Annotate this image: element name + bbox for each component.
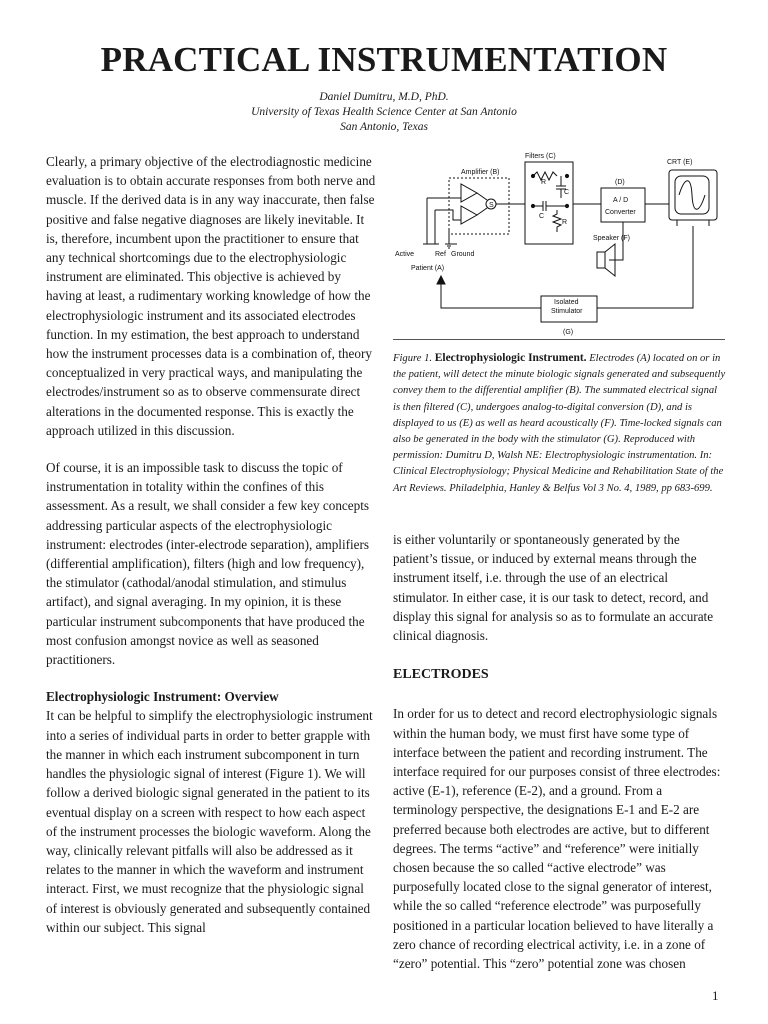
figure-label-ad: A / D bbox=[613, 197, 629, 204]
speaker bbox=[597, 252, 605, 268]
figure-label-isolated: Isolated bbox=[554, 299, 579, 306]
intro-paragraph: Clearly, a primary objective of the electrodiagnostic medicine evaluation is to obtain accurate responses from both nerve and muscle. If the derived data is in any way inaccurate, then false positive and false negative diagnoses are likely inevitable. It is, therefore, incumbent upon the practitioner to ensure that any technical shortcomings due to the electrophysiologic instrument are eliminated. This objective is achieved by having at least, a rudimentary working knowledge of how the electrophysiologic instrument and its associated electrodes function. In my estimation, the best approach to understand how the instrument processes data is a combination of, theory conceptualized in very practical ways, and manipulating the electrodes/instrument so as to observe commensurate direct alterations in the documented response. This is exactly the approach utilized in this discussion. bbox=[46, 154, 376, 438]
amplifier-triangle-top bbox=[461, 184, 477, 202]
figure-label-r2: R bbox=[562, 219, 568, 226]
page-number: 1 bbox=[712, 988, 719, 1003]
overview-paragraph: It can be helpful to simplify the electrophysiologic instrument into a series of individual parts in order to better grapple with the manner in which each instrument subcomponent in turn handles the physiologic signal of interest (Figure 1). We will follow a derived biologic signal generated in the patient to its eventual display on a screen with respect to how each aspect of the instrument processes the biologic waveform. Along the way, clinically relevant pitfalls will also be addressed as it relates to the manner in which the waveform and instrument interact. First, we must recognize that the physiologic signal of interest is obviously generated and subsequently contained within our subject. This signal bbox=[46, 708, 373, 935]
amplifier-triangle-bottom bbox=[461, 206, 477, 224]
figure-label-c: C bbox=[564, 189, 570, 196]
right-column bbox=[393, 530, 726, 973]
author: Daniel Dumitru, M.D, PhD. bbox=[319, 91, 449, 103]
figure-label-filters: Filters (C) bbox=[525, 153, 556, 160]
figure-label-patient: Patient (A) bbox=[411, 265, 445, 272]
figure-label-stimulator: Stimulator bbox=[551, 308, 583, 315]
figure-label-r: R bbox=[541, 179, 547, 186]
byline bbox=[0, 90, 768, 135]
left-column bbox=[46, 152, 376, 937]
page-title: PRACTICAL INSTRUMENTATION bbox=[100, 40, 668, 79]
overview-subheading: Electrophysiologic Instrument: Overview bbox=[46, 689, 279, 705]
figure-label-ground: Ground bbox=[451, 251, 475, 258]
figure-label-g: (G) bbox=[563, 329, 574, 336]
scope-paragraph: Of course, it is an impossible task to discuss the topic of instrumentation in totality within the confines of this assessment. As a result, we shall consider a few key concepts addressing particular aspects of the electrophysiologic instrument: electrodes (inter-electrode separation), amplifiers (differential amplification), filters (high and low frequency), the stimulator (cathodal/anodal stimulation, and stimulus artifact), and signal averaging. In my opinion, it is these particular instrument subcomponents that have produced the most confusion amongst novice as well as seasoned practitioners. bbox=[46, 460, 370, 668]
figure-label-converter: Converter bbox=[605, 209, 636, 216]
figure-label-s: S bbox=[489, 202, 494, 209]
caption-text: Electrodes (A) located on or in the patient, will detect the minute biologic signals generated and subsequently convey them to the differential amplifier (B). The summated electrical signal is then filtered (C), undergoes analog-to-digital conversion (D), and is displayed to us (E) as well as heard acoustically (F). Time-locked signals can also be generated in the body with the stimulator (G). Reproduced with permission: Dumitru D, Walsh NE: Electrophysiologic instrumentation. In: Clinical Electrophysiology; Physical Medicine and Rehabilitation State of the Art Reviews. Philadelphia, Hanley & Belfus Vol 3 No. 4, 1989, pp 683-699. bbox=[393, 353, 726, 494]
caption-title: Electrophysiologic Instrument. bbox=[434, 352, 587, 364]
figure-label-ref: Ref bbox=[435, 251, 446, 258]
figure-label-c2: C bbox=[539, 213, 545, 220]
affiliation: University of Texas Health Science Center at San Antonio bbox=[251, 106, 517, 118]
figure-label-d: (D) bbox=[615, 179, 625, 186]
figure-label-crt: CRT (E) bbox=[667, 159, 693, 166]
figure-label-speaker: Speaker (F) bbox=[593, 235, 630, 242]
amplifier-box bbox=[449, 178, 509, 234]
caption-label: Figure 1. bbox=[393, 353, 433, 364]
crt-box bbox=[669, 170, 717, 220]
figure-1-diagram bbox=[393, 148, 725, 340]
ad-converter-box bbox=[601, 188, 645, 222]
figure-divider bbox=[393, 339, 725, 340]
figure-caption bbox=[393, 350, 726, 497]
electrodes-heading: ELECTRODES bbox=[393, 667, 489, 683]
crt-waveform bbox=[679, 181, 705, 210]
location: San Antonio, Texas bbox=[340, 121, 428, 133]
signal-paragraph: is either voluntarily or spontaneously generated by the patient’s tissue, or induced by external means through the instrument itself, i.e. through the use of an electrical stimulator. In either case, it is our task to detect, record, and display this signal for analysis so as to formulate an accurate clinical diagnosis. bbox=[393, 532, 714, 644]
electrodes-paragraph: In order for us to detect and record electrophysiologic signals within the human body, we must first have some type of interface between the patient and recording instrument. The interface required for our purposes consist of three electrodes: active (E-1), reference (E-2), and a ground. From a terminology perspective, the designations E-1 and E-2 are preferred because both electrodes are active, but to different degrees. The terms “active” and “reference” were initially chosen because the so called “active electrode” was purposefully located close to the signal generator of interest, while the so called “reference electrode” was purposefully positioned in a particular location believed to have literally a zero chance of recording electrical activity, i.e. in a zone of “zero” potential. This “zero” potential zone was chosen bbox=[393, 706, 721, 972]
figure-label-active: Active bbox=[395, 251, 415, 258]
figure-label-amplifier: Amplifier (B) bbox=[461, 169, 500, 176]
